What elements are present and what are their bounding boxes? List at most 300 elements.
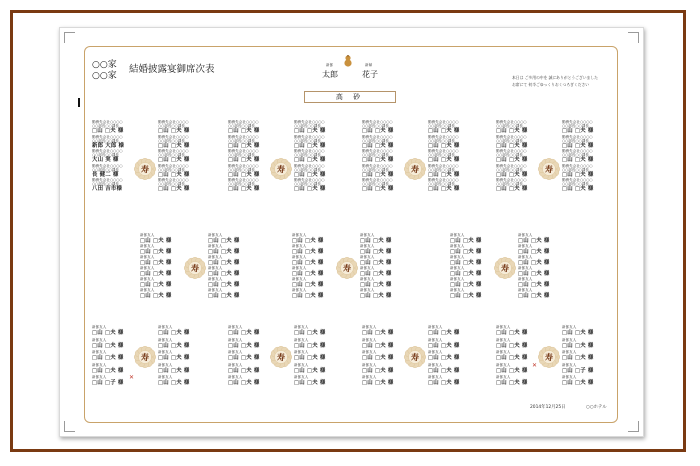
guest-name: □山 □夫 様 [450,282,482,288]
guest-affiliation: 勤務先会社○○○○ [428,178,459,182]
guest-name: □山 □夫 様 [294,186,326,192]
guest-name: □山 □夫 様 [360,293,392,299]
guest-relation: 新郎友人 [292,288,307,292]
kotobuki-mark: 寿 [277,164,285,174]
guest-position: ○○部長○○課長 [228,167,255,172]
guest-relation: 新郎友人 [294,325,309,329]
guest-relation: 新郎友人 [362,350,377,354]
guest-name: □山 □夫 様 [228,342,260,349]
guest-name: □山 □夫 様 [518,271,550,277]
guest-relation: 新郎友人 [140,244,155,248]
gourd-icon [343,52,353,71]
guest-position: ○○部長○○課長 [496,138,523,143]
guest-name: □山 □夫 様 [450,271,482,277]
guest-relation: 新郎友人 [228,350,243,354]
guest-name: □山 □夫 様 [92,128,124,134]
guest-name: □山 □夫 様 [294,342,326,349]
table-icon [134,346,156,368]
guest-position: ○○部長○○課長 [158,182,185,186]
guest-name: □山 □夫 様 [292,282,324,288]
guest-name: □山 □夫 様 [428,157,460,163]
guest-name: □山 □夫 様 [158,355,190,361]
guest-relation: 新郎友人 [496,350,511,354]
guest-relation: 新郎友人 [518,266,533,270]
guest-name: 八田 吉市様 [92,186,123,192]
guest-name: □山 □夫 様 [360,271,392,277]
guest-relation: 新郎友人 [450,277,465,281]
guest-relation: 新郎友人 [362,337,377,342]
guest-relation: 新郎友人 [562,362,577,367]
guest-relation: 新郎友人 [294,337,309,342]
guest-relation: 新郎友人 [92,362,107,367]
kotobuki-mark: 寿 [501,263,509,273]
guest-relation: 新郎友人 [362,362,377,367]
guest-name: □山 □夫 様 [292,260,324,266]
bride-label: 新婦 [365,63,373,67]
guest-relation: 新郎友人 [450,244,465,248]
guest-relation: 新郎友人 [362,325,377,329]
guest-name: □山 □夫 様 [92,367,124,374]
guest-position: ○○部長○○課長 [228,124,255,128]
guest-position: ○○部長○○課長 [294,153,321,157]
guest-name: □山 □夫 様 [158,142,190,149]
guest-relation: 新郎友人 [292,277,307,281]
guest-position: ○○部長○○課長 [228,153,255,157]
guest-name: □山 □夫 様 [562,380,594,386]
crop-mark [64,32,75,43]
guest-relation: 新郎友人 [208,255,223,259]
correction-mark: ✕ [532,362,538,369]
guest-name: □山 □夫 様 [208,271,240,277]
guest-name: 大山 実 様 [92,157,119,163]
guest-relation: 新郎友人 [496,375,511,379]
guest-position: ○○部長○○課長 [562,153,589,157]
guest-affiliation: 勤務先会社○○○○ [496,134,527,139]
guest-position: ○○部長○○課長 [562,167,589,172]
guest-name: □山 □夫 様 [562,355,594,361]
kotobuki-mark: 寿 [277,352,285,362]
guest-position: ○○部長○○課長 [158,124,185,128]
guest-relation: 新郎友人 [158,375,173,379]
guest-affiliation: 勤務先会社○○○○ [562,120,593,124]
guest-name: □山 □夫 様 [228,367,260,374]
guest-name: □山 □夫 様 [158,128,190,134]
guest-name: □山 □夫 様 [158,171,190,178]
guest-name: □山 □夫 様 [518,260,550,266]
guest-name: □山 □夫 様 [292,238,324,244]
guest-position: ○○部長○○課長 [562,182,589,186]
guest-relation: 新郎友人 [450,255,465,259]
guest-affiliation: 勤務先会社○○○○ [158,134,189,139]
guest-affiliation: 勤務先会社○○○○ [562,178,593,182]
guest-name: □山 □夫 様 [294,157,326,163]
guest-relation: 新郎友人 [140,277,155,281]
guest-name: □山 □夫 様 [450,293,482,299]
guest-affiliation: 勤務先会社○○○○ [228,163,259,168]
guest-name: □山 □夫 様 [228,186,260,192]
guest-name: □山 □夫 様 [292,249,324,255]
guest-affiliation: 勤務先会社○○○○ [362,134,393,139]
guest-relation: 新郎友人 [292,255,307,259]
guest-name: □山 □夫 様 [140,293,172,299]
guest-name: □山 □夫 様 [158,157,190,163]
guest-name: □山 □夫 様 [208,249,240,255]
guest-relation: 新郎友人 [228,362,243,367]
guest-affiliation: 勤務先会社○○○○ [562,134,593,139]
guest-name: □山 □夫 様 [428,142,460,149]
guest-name: □山 □夫 様 [362,142,394,149]
guest-name: □山 □夫 様 [450,249,482,255]
guest-relation: 新郎友人 [292,244,307,248]
guest-affiliation: 勤務先会社○○○○ [496,120,527,124]
guest-affiliation: 勤務先会社○○○○ [228,149,259,153]
guest-name: □山 □夫 様 [562,171,594,178]
guest-affiliation: 勤務先会社○○○○ [158,163,189,168]
guest-name: □山 □夫 様 [362,157,394,163]
guest-name: □山 □夫 様 [294,171,326,178]
table-icon [538,158,560,180]
guest-name: □山 □夫 様 [518,293,550,299]
guest-relation: 新郎友人 [428,362,443,367]
guest-relation: 新郎友人 [140,288,155,292]
crop-mark [628,421,639,432]
guest-name: □山 □夫 様 [562,330,594,336]
guest-relation: 新郎友人 [496,362,511,367]
guest-affiliation: 勤務先会社○○○○ [294,178,325,182]
guest-name: □山 □夫 様 [362,330,394,336]
guest-name: □山 □夫 様 [496,330,528,336]
guest-name: □山 □夫 様 [228,142,260,149]
guest-name: □山 □夫 様 [496,142,528,149]
guest-position: ○○部長○○課長 [228,182,255,186]
guest-relation: 新郎友人 [360,233,375,237]
guest-position: ○○部長○○課長 [294,167,321,172]
guest-name: □山 □夫 様 [140,238,172,244]
guest-relation: 新郎友人 [140,266,155,270]
guest-relation: 新郎友人 [140,255,155,259]
guest-relation: 新郎友人 [362,375,377,379]
guest-affiliation: 勤務先会社○○○○ [428,134,459,139]
guest-name: □山 □夫 様 [228,355,260,361]
guest-position: ○○部長○○課長 [428,153,455,157]
guest-position: ○○部長○○課長 [496,182,523,186]
guest-relation: 新郎友人 [450,233,465,237]
guest-name: □山 □夫 様 [518,249,550,255]
page-title: 結婚披露宴御席次表 [129,64,215,75]
guest-relation: 新郎友人 [518,233,533,237]
greeting-note-1: 本日は ご多用の中を 誠にありがとうございました [512,75,598,80]
guest-position: ○○部長○○課長 [362,182,389,186]
guest-affiliation: 勤務先会社○○○○ [562,149,593,153]
guest-affiliation: 勤務先会社○○○○ [362,149,393,153]
guest-name: □山 □夫 様 [428,342,460,349]
guest-name: □山 □夫 様 [228,380,260,386]
guest-affiliation: 勤務先会社○○○○ [228,134,259,139]
kotobuki-mark: 寿 [141,352,149,362]
crop-mark [628,32,639,43]
guest-name: □山 □夫 様 [92,355,124,361]
guest-relation: 新郎友人 [208,288,223,292]
guest-relation: 新郎友人 [428,325,443,329]
table-icon [184,257,206,279]
crop-mark [64,421,75,432]
guest-name: □山 □夫 様 [362,186,394,192]
guest-relation: 新郎友人 [158,337,173,342]
guest-name: □山 □夫 様 [562,128,594,134]
guest-name: □山 □夫 様 [362,355,394,361]
guest-name: □山 □夫 様 [292,293,324,299]
guest-name: 新郎 大郎 様 [92,142,125,149]
guest-affiliation: 勤務先会社○○○○ [294,120,325,124]
guest-name: □山 □夫 様 [294,142,326,149]
guest-relation: 新郎友人 [208,233,223,237]
guest-name: □山 □夫 様 [228,330,260,336]
guest-relation: 新郎友人 [360,277,375,281]
guest-name: □山 □夫 様 [294,380,326,386]
guest-relation: 新郎友人 [158,325,173,329]
table-icon [134,158,156,180]
guest-relation: 新郎友人 [562,337,577,342]
guest-name: □山 □夫 様 [228,171,260,178]
guest-position: ○○部長○○課長 [362,167,389,172]
guest-relation: 新郎友人 [428,350,443,354]
margin-marker [78,98,80,107]
guest-name: □山 □夫 様 [140,271,172,277]
guest-name: □山 □夫 様 [362,128,394,134]
guest-relation: 新郎友人 [450,288,465,292]
guest-name: □山 □夫 様 [158,342,190,349]
guest-relation: 新郎友人 [294,375,309,379]
guest-position: ○○部長○○課長 [562,124,589,128]
guest-name: □山 □夫 様 [140,260,172,266]
guest-name: □山 □夫 様 [362,380,394,386]
guest-relation: 新郎友人 [228,337,243,342]
guest-name: □山 □夫 様 [496,342,528,349]
guest-relation: 新郎友人 [428,375,443,379]
guest-position: ○○部長○○課長 [428,167,455,172]
guest-affiliation: 勤務先会社○○○○ [92,163,123,168]
kotobuki-mark: 寿 [191,263,199,273]
guest-relation: 新郎友人 [92,350,107,354]
guest-name: □山 □夫 様 [294,330,326,336]
guest-name: □山 □夫 様 [428,128,460,134]
guest-name: □山 □夫 様 [562,186,594,192]
guest-affiliation: 勤務先会社○○○○ [362,178,393,182]
guest-position: ○○部長○○課長 [294,182,321,186]
guest-relation: 新郎友人 [158,350,173,354]
guest-relation: 新郎友人 [228,325,243,329]
guest-name: □山 □夫 様 [360,260,392,266]
guest-affiliation: 勤務先会社○○○○ [92,120,123,124]
guest-name: □山 □夫 様 [140,282,172,288]
guest-name: □山 □子 様 [92,380,124,386]
guest-affiliation: 勤務先会社○○○○ [92,134,123,139]
guest-name: □山 □夫 様 [428,186,460,192]
guest-relation: 新郎友人 [428,337,443,342]
guest-relation: 新郎友人 [92,375,107,379]
guest-name: 長 健二 様 [92,171,119,178]
guest-name: □山 □夫 様 [208,282,240,288]
guest-affiliation: 勤務先会社○○○○ [294,149,325,153]
groom-label: 新郎 [326,63,334,67]
guest-relation: 新郎友人 [562,375,577,379]
guest-name: □山 □夫 様 [450,260,482,266]
guest-relation: 新郎友人 [158,362,173,367]
table-icon [538,346,560,368]
greeting-note-2: お席にて 何卒ごゆっくりおくつろぎください [512,82,590,87]
kotobuki-mark: 寿 [141,164,149,174]
guest-relation: 新郎友人 [292,266,307,270]
guest-affiliation: 勤務先会社○○○○ [294,163,325,168]
table-icon [404,158,426,180]
guest-position: ○○部長○○課長 [362,138,389,143]
guest-name: □山 □夫 様 [450,238,482,244]
guest-position: ○○部長○○課長 [496,167,523,172]
guest-name: □山 □夫 様 [562,142,594,149]
guest-affiliation: 勤務先会社○○○○ [228,120,259,124]
guest-relation: 新郎友人 [562,350,577,354]
guest-relation: 新郎友人 [208,277,223,281]
kotobuki-mark: 寿 [343,263,351,273]
guest-relation: 新郎友人 [496,337,511,342]
guest-relation: 新郎友人 [292,233,307,237]
guest-relation: 新郎友人 [360,266,375,270]
guest-name: □山 □夫 様 [294,128,326,134]
guest-position: ○○部長○○課長 [294,138,321,143]
guest-position: ○○部長○○課長 [92,138,119,143]
guest-affiliation: 勤務先会社○○○○ [362,163,393,168]
guest-name: □山 □夫 様 [228,157,260,163]
venue-name: ○○ホテル [586,405,607,410]
guest-name: □山 □夫 様 [428,380,460,386]
table-icon [404,346,426,368]
guest-name: □山 □夫 様 [208,260,240,266]
guest-name: □山 □夫 様 [518,282,550,288]
correction-mark: ✕ [129,374,135,381]
guest-position: ○○部長○○課長 [362,153,389,157]
guest-name: □山 □夫 様 [294,355,326,361]
kotobuki-mark: 寿 [411,164,419,174]
guest-relation: 新郎友人 [360,244,375,248]
guest-affiliation: 勤務先会社○○○○ [428,120,459,124]
guest-relation: 新郎友人 [294,350,309,354]
guest-relation: 新郎友人 [92,337,107,342]
guest-name: □山 □夫 様 [496,171,528,178]
guest-name: □山 □夫 様 [562,157,594,163]
guest-position: ○○部長○○課長 [496,153,523,157]
guest-name: □山 □夫 様 [360,238,392,244]
guest-affiliation: 勤務先会社○○○○ [228,178,259,182]
guest-name: □山 □夫 様 [428,355,460,361]
guest-name: □山 □夫 様 [294,367,326,374]
guest-position: ○○部長○○課長 [562,138,589,143]
kotobuki-mark: 寿 [545,164,553,174]
guest-relation: 新郎友人 [450,266,465,270]
guest-affiliation: 勤務先会社○○○○ [158,120,189,124]
guest-position: ○○部長○○課長 [92,167,119,172]
guest-name: □山 □夫 様 [362,342,394,349]
guest-affiliation: 勤務先会社○○○○ [294,134,325,139]
guest-position: ○○部長○○課長 [294,124,321,128]
guest-position: ○○部長○○課長 [428,138,455,143]
guest-name: □山 □夫 様 [158,367,190,374]
guest-affiliation: 勤務先会社○○○○ [92,149,123,153]
guest-name: □山 □夫 様 [496,367,528,374]
guest-name: □山 □夫 様 [92,330,124,336]
guest-relation: 新郎友人 [208,266,223,270]
guest-name: □山 □夫 様 [140,249,172,255]
guest-name: □山 □夫 様 [208,238,240,244]
guest-position: ○○部長○○課長 [92,124,119,128]
guest-name: □山 □夫 様 [562,342,594,349]
guest-position: ○○部長○○課長 [158,153,185,157]
guest-name: □山 □夫 様 [360,282,392,288]
guest-position: ○○部長○○課長 [496,124,523,128]
guest-name: □山 □夫 様 [360,249,392,255]
guest-position: ○○部長○○課長 [428,124,455,128]
bride-family-label: ○○家 [92,71,117,81]
guest-name: □山 □夫 様 [428,171,460,178]
table-icon [270,158,292,180]
guest-affiliation: 勤務先会社○○○○ [496,163,527,168]
guest-name: □山 □夫 様 [496,128,528,134]
bride-name: 花子 [362,70,378,79]
guest-name: □山 □夫 様 [158,186,190,192]
guest-position: ○○部長○○課長 [92,182,119,186]
guest-name: □山 □夫 様 [228,128,260,134]
guest-name: □山 □夫 様 [428,367,460,374]
kotobuki-mark: 寿 [411,352,419,362]
table-icon [270,346,292,368]
guest-name: □山 □夫 様 [428,330,460,336]
groom-family-label: ○○家 [92,60,117,70]
guest-name: □山 □夫 様 [362,171,394,178]
guest-name: □山 □子 様 [562,367,594,374]
guest-affiliation: 勤務先会社○○○○ [362,120,393,124]
guest-position: ○○部長○○課長 [158,167,185,172]
kotobuki-mark: 寿 [545,352,553,362]
guest-name: □山 □夫 様 [208,293,240,299]
guest-position: ○○部長○○課長 [92,153,119,157]
guest-affiliation: 勤務先会社○○○○ [158,149,189,153]
guest-relation: 新郎友人 [208,244,223,248]
guest-affiliation: 勤務先会社○○○○ [496,178,527,182]
head-table: 高 砂 [304,91,396,103]
guest-name: □山 □夫 様 [292,271,324,277]
guest-relation: 新郎友人 [518,288,533,292]
guest-name: □山 □夫 様 [92,342,124,349]
guest-position: ○○部長○○課長 [362,124,389,128]
guest-name: □山 □夫 様 [518,238,550,244]
guest-relation: 新郎友人 [562,325,577,329]
guest-name: □山 □夫 様 [496,157,528,163]
guest-relation: 新郎友人 [518,255,533,259]
table-icon [494,257,516,279]
guest-affiliation: 勤務先会社○○○○ [562,163,593,168]
guest-relation: 新郎友人 [518,277,533,281]
guest-name: □山 □夫 様 [158,330,190,336]
guest-affiliation: 勤務先会社○○○○ [158,178,189,182]
guest-relation: 新郎友人 [496,325,511,329]
guest-name: □山 □夫 様 [496,355,528,361]
guest-name: □山 □夫 様 [158,380,190,386]
guest-relation: 新郎友人 [360,288,375,292]
guest-position: ○○部長○○課長 [228,138,255,143]
guest-position: ○○部長○○課長 [158,138,185,143]
guest-affiliation: 勤務先会社○○○○ [428,149,459,153]
guest-name: □山 □夫 様 [362,367,394,374]
guest-relation: 新郎友人 [140,233,155,237]
